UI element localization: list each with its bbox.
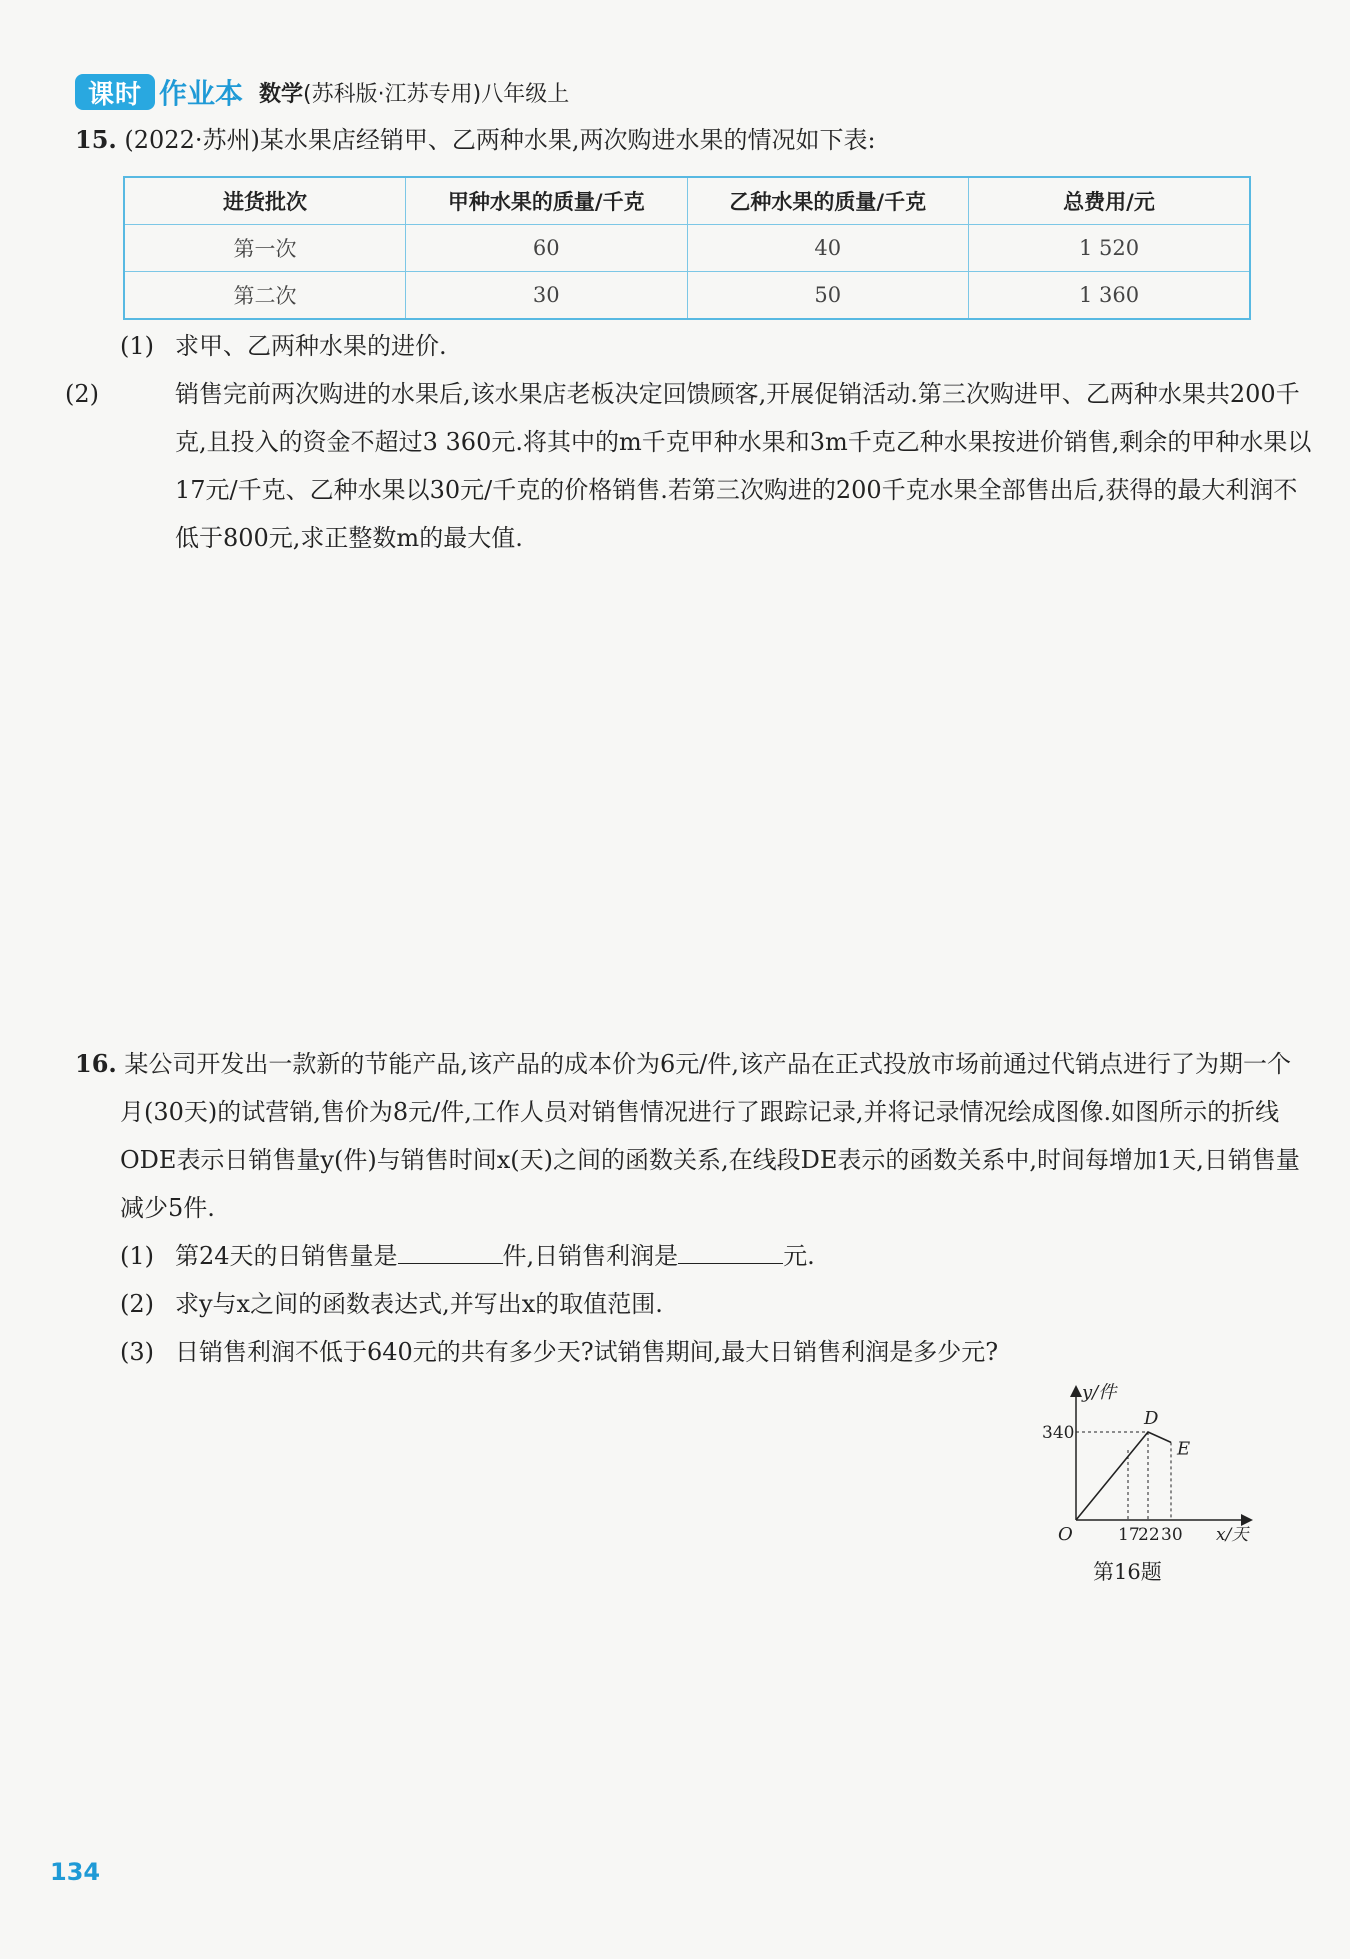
x-axis-label: x/天	[1216, 1525, 1249, 1545]
point-label-E: E	[1177, 1438, 1191, 1460]
point-label-D: D	[1144, 1408, 1159, 1429]
x-tick-label: 22	[1138, 1525, 1160, 1545]
q15-intro	[75, 116, 1255, 164]
table-cell: 60	[406, 225, 688, 272]
origin-label: O	[1058, 1524, 1073, 1545]
series-line-ODE	[1076, 1432, 1171, 1520]
y-tick-label: 340	[1042, 1423, 1075, 1443]
subject-title: 数学(苏科版·江苏专用)八年级上	[259, 81, 570, 107]
purchase-table	[123, 176, 1251, 320]
q15-part1: (1) 求甲、乙两种水果的进价.	[120, 332, 447, 360]
q16-number: 16.	[75, 1049, 117, 1078]
answer-blank[interactable]	[398, 1239, 503, 1264]
page-header	[75, 72, 569, 112]
sales-graph	[1040, 1380, 1260, 1550]
table-cell: 40	[687, 225, 969, 272]
table-header: 甲种水果的质量/千克	[406, 177, 688, 225]
table-header: 乙种水果的质量/千克	[687, 177, 969, 225]
table-cell: 1 520	[969, 225, 1251, 272]
q16-intro-text: 某公司开发出一款新的节能产品,该产品的成本价为6元/件,该产品在正式投放市场前通过代销点进行了为期一个月(30天)的试营销,售价为8元/件,工作人员对销售情况进行了跟踪记录,并将记录情况绘成图像.如图所示的折线ODE表示日销售量y(件)与销售时间x(天)之间的函数关系,在线段DE表示的函数关系中,时间每增加1天,日销售量减少5件.	[120, 1050, 1300, 1222]
series-logo: 课时	[75, 74, 155, 110]
figure-caption: 第16题	[1093, 1560, 1162, 1584]
table-header: 总费用/元	[969, 177, 1251, 225]
table-header: 进货批次	[124, 177, 406, 225]
table-cell: 1 360	[969, 272, 1251, 320]
q16-part1: (1) 第24天的日销售量是 件,日销售利润是 元.	[120, 1232, 1260, 1280]
table-row	[124, 272, 1250, 320]
table-cell: 50	[687, 272, 969, 320]
q15-number: 15.	[75, 125, 117, 154]
table-cell: 第二次	[124, 272, 406, 320]
table-header-row	[124, 177, 1250, 225]
page-number: 134	[50, 1858, 101, 1886]
series-name: 作业本	[159, 77, 244, 110]
q15-part2: (2) 销售完前两次购进的水果后,该水果店老板决定回馈顾客,开展促销活动.第三次购进甲、乙两种水果共200千克,且投入的资金不超过3 360元.将其中的m千克甲种水果和3m千克乙种水果按进价销售,剩余的甲种水果以17元/千克、乙种水果以30元/千克的价格销售.若第三次购进的200千克水果全部售出后,获得的最大利润不低于800元,求正整数m的最大值.	[65, 380, 1312, 552]
x-tick-label: 17	[1118, 1525, 1140, 1545]
q16-part3: (3) 日销售利润不低于640元的共有多少天?试销售期间,最大日销售利润是多少元?	[120, 1338, 999, 1366]
table-row	[124, 225, 1250, 272]
q16-intro	[75, 1040, 1300, 1232]
table-cell: 30	[406, 272, 688, 320]
q15-intro-text: (2022·苏州)某水果店经销甲、乙两种水果,两次购进水果的情况如下表:	[124, 126, 876, 154]
y-axis-label: y/件	[1082, 1382, 1117, 1403]
q16-part2: (2) 求y与x之间的函数表达式,并写出x的取值范围.	[120, 1290, 663, 1318]
table-cell: 第一次	[124, 225, 406, 272]
x-tick-label: 30	[1161, 1525, 1183, 1545]
answer-blank[interactable]	[678, 1239, 783, 1264]
